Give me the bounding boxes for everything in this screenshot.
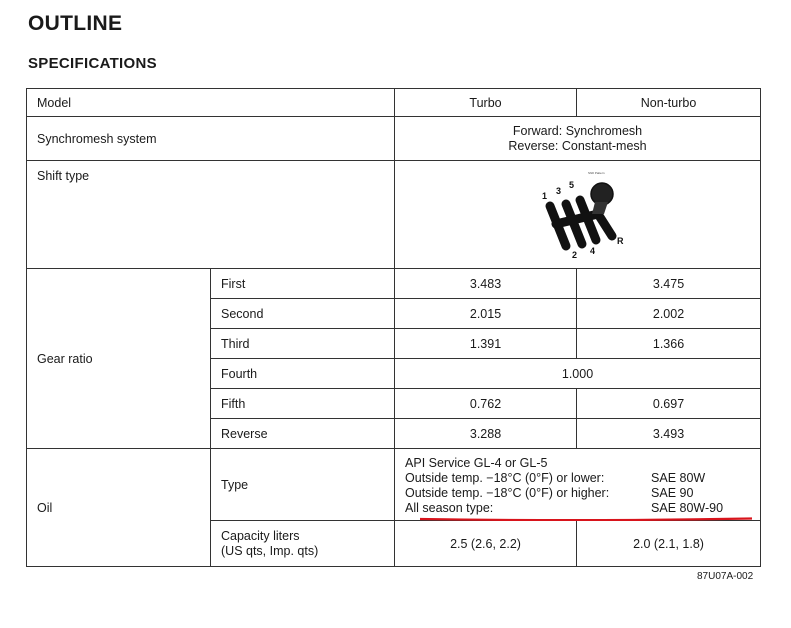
oil-type-value xyxy=(395,449,761,521)
knob-caption: Shift Pattern xyxy=(588,171,605,175)
oil-service: API Service GL-4 or GL-5 xyxy=(405,455,548,470)
capacity-label-line: Capacity liters xyxy=(221,528,300,543)
synchromesh-label: Synchromesh system xyxy=(27,117,395,161)
gear-shared-value: 1.000 xyxy=(395,359,761,389)
oil-type-row xyxy=(27,449,761,521)
gate-label: 5 xyxy=(569,180,575,190)
oil-grade: SAE 90 xyxy=(651,485,694,500)
shift-type-row xyxy=(27,161,761,269)
oil-spec-line xyxy=(405,501,750,516)
synchromesh-forward: Forward: Synchromesh xyxy=(512,123,643,138)
gear-non-turbo-value: 1.366 xyxy=(577,329,761,359)
section-title: SPECIFICATIONS xyxy=(28,55,157,72)
table-header-row xyxy=(27,89,761,117)
red-underline-annotation xyxy=(420,517,752,521)
turbo-header: Turbo xyxy=(395,89,577,117)
figure-code: 87U07A-002 xyxy=(697,571,754,582)
shift-pattern-icon xyxy=(520,166,640,266)
gate-label: 4 xyxy=(590,246,596,256)
gear-name: Third xyxy=(211,329,395,359)
gear-turbo-value: 1.391 xyxy=(395,329,577,359)
spec-table xyxy=(26,88,761,567)
oil-type-label: Type xyxy=(211,449,395,521)
gear-name: Fifth xyxy=(211,389,395,419)
synchromesh-value xyxy=(395,117,761,161)
gear-non-turbo-value: 3.493 xyxy=(577,419,761,449)
gear-turbo-value: 0.762 xyxy=(395,389,577,419)
gear-non-turbo-value: 0.697 xyxy=(577,389,761,419)
capacity-turbo-value: 2.5 (2.6, 2.2) xyxy=(395,521,577,567)
non-turbo-header: Non-turbo xyxy=(577,89,761,117)
gear-name: Reverse xyxy=(211,419,395,449)
oil-spec-line xyxy=(405,471,750,486)
gate-label: 3 xyxy=(556,186,562,196)
gate-label: 1 xyxy=(542,191,548,201)
gear-non-turbo-value: 3.475 xyxy=(577,269,761,299)
shift-pattern-cell xyxy=(395,161,761,269)
oil-condition: All season type: xyxy=(405,500,494,515)
gear-non-turbo-value: 2.002 xyxy=(577,299,761,329)
synchromesh-reverse: Reverse: Constant-mesh xyxy=(508,138,647,153)
gear-turbo-value: 3.483 xyxy=(395,269,577,299)
oil-spec-line xyxy=(405,486,750,501)
gear-row xyxy=(27,269,761,299)
gear-ratio-label: Gear ratio xyxy=(27,269,211,449)
gear-name: First xyxy=(211,269,395,299)
capacity-label-line: (US qts, Imp. qts) xyxy=(221,543,319,558)
capacity-non-turbo-value: 2.0 (2.1, 1.8) xyxy=(577,521,761,567)
gate-label: R xyxy=(617,236,624,246)
oil-grade: SAE 80W-90 xyxy=(651,500,724,515)
shift-knob-icon xyxy=(591,183,613,205)
gate-label: 2 xyxy=(572,250,578,260)
gear-name: Second xyxy=(211,299,395,329)
oil-grade: SAE 80W xyxy=(651,470,706,485)
oil-label: Oil xyxy=(27,449,211,567)
shift-type-label: Shift type xyxy=(27,161,395,269)
gear-turbo-value: 2.015 xyxy=(395,299,577,329)
capacity-label xyxy=(211,521,395,567)
gear-name: Fourth xyxy=(211,359,395,389)
oil-condition: Outside temp. −18°C (0°F) or lower: xyxy=(405,470,605,485)
gear-turbo-value: 3.288 xyxy=(395,419,577,449)
page-title: OUTLINE xyxy=(28,12,123,35)
oil-condition: Outside temp. −18°C (0°F) or higher: xyxy=(405,485,610,500)
synchromesh-row xyxy=(27,117,761,161)
model-header: Model xyxy=(27,89,395,117)
